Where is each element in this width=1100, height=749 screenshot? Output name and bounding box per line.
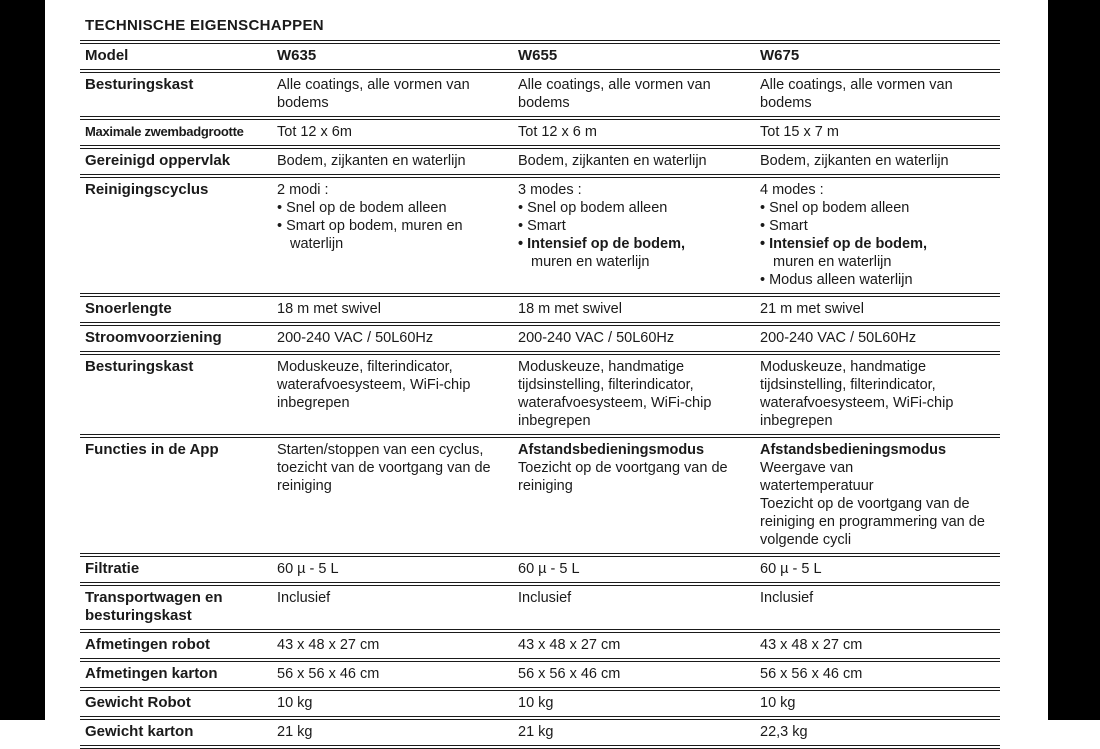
row-label: Functies in de App bbox=[85, 441, 219, 458]
spec-line: • Smart op bodem, muren en waterlijn bbox=[277, 218, 463, 252]
spec-line: 21 kg bbox=[277, 724, 313, 740]
spec-cell bbox=[760, 589, 1005, 625]
spec-cell bbox=[518, 560, 760, 578]
spec-line: muren en waterlijn bbox=[531, 254, 650, 270]
spec-cell bbox=[518, 123, 760, 141]
spec-line: • Smart bbox=[518, 218, 566, 234]
page-title: TECHNISCHE EIGENSCHAPPEN bbox=[85, 17, 324, 34]
spec-line: 56 x 56 x 46 cm bbox=[277, 666, 380, 682]
table-row bbox=[80, 73, 1000, 116]
table-row bbox=[80, 691, 1000, 716]
spec-cell bbox=[760, 358, 1005, 430]
spec-cell bbox=[760, 181, 1005, 289]
row-label: Besturingskast bbox=[85, 358, 194, 375]
spec-line: Alle coatings, alle vormen van bodems bbox=[518, 77, 711, 111]
spec-line: 21 kg bbox=[518, 724, 554, 740]
spec-cell bbox=[760, 300, 1005, 318]
spec-line: Moduskeuze, handmatige tijdsinstelling, filterindicator, waterafvoesysteem, WiFi-chip inbegrepen bbox=[518, 359, 712, 429]
spec-cell bbox=[760, 560, 1005, 578]
header-model-w655: W655 bbox=[518, 47, 558, 64]
table-row bbox=[80, 178, 1000, 293]
spec-line: 43 x 48 x 27 cm bbox=[760, 637, 863, 653]
spec-cell bbox=[518, 723, 760, 741]
spec-cell bbox=[518, 152, 760, 170]
spec-cell bbox=[760, 329, 1005, 347]
spec-line: Tot 12 x 6m bbox=[277, 124, 352, 140]
spec-table-body bbox=[80, 69, 1000, 749]
row-label: Gewicht Robot bbox=[85, 694, 191, 711]
spec-line: 200-240 VAC / 50L60Hz bbox=[760, 330, 917, 346]
spec-line: 10 kg bbox=[518, 695, 554, 711]
spec-line: 10 kg bbox=[760, 695, 796, 711]
spec-cell bbox=[518, 76, 760, 112]
spec-cell bbox=[277, 589, 518, 625]
table-row bbox=[80, 438, 1000, 553]
spec-line: 200-240 VAC / 50L60Hz bbox=[277, 330, 434, 346]
spec-line: 22,3 kg bbox=[760, 724, 808, 740]
table-row bbox=[80, 297, 1000, 322]
spec-cell bbox=[518, 181, 760, 289]
spec-cell bbox=[760, 694, 1005, 712]
spec-line: Moduskeuze, handmatige tijdsinstelling, filterindicator, waterafvoesysteem, WiFi-chip inbegrepen bbox=[760, 359, 954, 429]
row-label: Gewicht karton bbox=[85, 723, 194, 740]
table-row bbox=[80, 326, 1000, 351]
spec-cell bbox=[760, 123, 1005, 141]
spec-cell bbox=[760, 152, 1005, 170]
spec-line: Inclusief bbox=[760, 590, 814, 606]
table-row bbox=[80, 120, 1000, 145]
row-label: Transportwagen en besturingskast bbox=[85, 589, 223, 624]
row-label: Snoerlengte bbox=[85, 300, 172, 317]
spec-cell bbox=[277, 76, 518, 112]
spec-line: 43 x 48 x 27 cm bbox=[518, 637, 621, 653]
spec-cell bbox=[518, 589, 760, 625]
spec-line: 43 x 48 x 27 cm bbox=[277, 637, 380, 653]
row-label: Stroomvoorziening bbox=[85, 329, 222, 346]
spec-cell bbox=[518, 329, 760, 347]
table-row bbox=[80, 633, 1000, 658]
spec-line: Toezicht op de voortgang van de reiniging bbox=[518, 460, 728, 494]
table-row bbox=[80, 355, 1000, 434]
spec-line: 2 modi : bbox=[277, 182, 329, 198]
spec-line: • Snel op de bodem alleen bbox=[277, 200, 447, 216]
spec-line: 56 x 56 x 46 cm bbox=[518, 666, 621, 682]
spec-cell bbox=[518, 636, 760, 654]
spec-line: Tot 12 x 6 m bbox=[518, 124, 597, 140]
row-label: Afmetingen karton bbox=[85, 665, 218, 682]
spec-cell bbox=[277, 560, 518, 578]
row-label: Reinigingscyclus bbox=[85, 181, 209, 198]
spec-cell bbox=[760, 723, 1005, 741]
spec-cell bbox=[760, 76, 1005, 112]
spec-line: Bodem, zijkanten en waterlijn bbox=[277, 153, 466, 169]
table-header-row bbox=[80, 44, 1000, 69]
spec-line: watertemperatuur bbox=[760, 478, 874, 494]
spec-line: 60 µ - 5 L bbox=[277, 561, 339, 577]
spec-sheet-page bbox=[45, 0, 1048, 740]
spec-cell bbox=[518, 441, 760, 549]
spec-cell bbox=[760, 665, 1005, 683]
header-model-w635: W635 bbox=[277, 47, 317, 64]
spec-cell bbox=[277, 358, 518, 430]
spec-line: 56 x 56 x 46 cm bbox=[760, 666, 863, 682]
spec-cell bbox=[277, 329, 518, 347]
spec-line: 18 m met swivel bbox=[277, 301, 381, 317]
table-row bbox=[80, 557, 1000, 582]
spec-line: 10 kg bbox=[277, 695, 313, 711]
spec-line: 60 µ - 5 L bbox=[760, 561, 822, 577]
spec-cell bbox=[277, 123, 518, 141]
row-label: Filtratie bbox=[85, 560, 140, 577]
spec-line: • Intensief op de bodem, bbox=[518, 236, 686, 252]
spec-line: Bodem, zijkanten en waterlijn bbox=[518, 153, 707, 169]
spec-cell bbox=[518, 300, 760, 318]
spec-cell bbox=[277, 181, 518, 289]
spec-line: Bodem, zijkanten en waterlijn bbox=[760, 153, 949, 169]
spec-line: Starten/stoppen van een cyclus, toezicht van de voortgang van de reiniging bbox=[277, 442, 491, 494]
spec-line: 60 µ - 5 L bbox=[518, 561, 580, 577]
spec-cell bbox=[518, 665, 760, 683]
header-model-w675: W675 bbox=[760, 47, 800, 64]
spec-cell bbox=[760, 636, 1005, 654]
spec-line: Moduskeuze, filterindicator, waterafvoesysteem, WiFi-chip inbegrepen bbox=[277, 359, 471, 411]
spec-line: Weergave van bbox=[760, 460, 854, 476]
spec-cell bbox=[518, 694, 760, 712]
spec-line: Inclusief bbox=[277, 590, 331, 606]
spec-cell bbox=[277, 300, 518, 318]
spec-line: Afstandsbedieningsmodus bbox=[518, 442, 705, 458]
row-label: Maximale zwembadgrootte bbox=[85, 124, 244, 139]
spec-line: 3 modes : bbox=[518, 182, 582, 198]
spec-cell bbox=[277, 665, 518, 683]
table-row bbox=[80, 586, 1000, 629]
spec-cell bbox=[277, 723, 518, 741]
spec-line: • Intensief op de bodem, bbox=[760, 236, 928, 252]
table-row bbox=[80, 662, 1000, 687]
spec-cell bbox=[518, 358, 760, 430]
spec-line: 200-240 VAC / 50L60Hz bbox=[518, 330, 675, 346]
spec-cell bbox=[277, 636, 518, 654]
spec-line: Alle coatings, alle vormen van bodems bbox=[277, 77, 470, 111]
spec-line: • Snel op bodem alleen bbox=[760, 200, 910, 216]
spec-line: 4 modes : bbox=[760, 182, 824, 198]
header-model-label: Model bbox=[85, 47, 129, 64]
row-label: Afmetingen robot bbox=[85, 636, 210, 653]
spec-line: Alle coatings, alle vormen van bodems bbox=[760, 77, 953, 111]
table-row bbox=[80, 149, 1000, 174]
table-row bbox=[80, 720, 1000, 745]
spec-line: Tot 15 x 7 m bbox=[760, 124, 839, 140]
spec-line: 21 m met swivel bbox=[760, 301, 864, 317]
spec-line: • Smart bbox=[760, 218, 808, 234]
spec-line: • Modus alleen waterlijn bbox=[760, 272, 913, 288]
row-label: Besturingskast bbox=[85, 76, 194, 93]
spec-line: Toezicht op de voortgang van de reiniging en programmering van de volgende cycli bbox=[760, 496, 985, 548]
spec-cell bbox=[277, 441, 518, 549]
row-label: Gereinigd oppervlak bbox=[85, 152, 231, 169]
spec-line: Inclusief bbox=[518, 590, 572, 606]
spec-table bbox=[80, 40, 1000, 749]
spec-line: 18 m met swivel bbox=[518, 301, 622, 317]
spec-cell bbox=[277, 152, 518, 170]
spec-cell bbox=[760, 441, 1005, 549]
spec-line: Afstandsbedieningsmodus bbox=[760, 442, 947, 458]
spec-line: muren en waterlijn bbox=[773, 254, 892, 270]
spec-cell bbox=[277, 694, 518, 712]
table-bottom-rule bbox=[80, 745, 1000, 749]
spec-line: • Snel op bodem alleen bbox=[518, 200, 668, 216]
